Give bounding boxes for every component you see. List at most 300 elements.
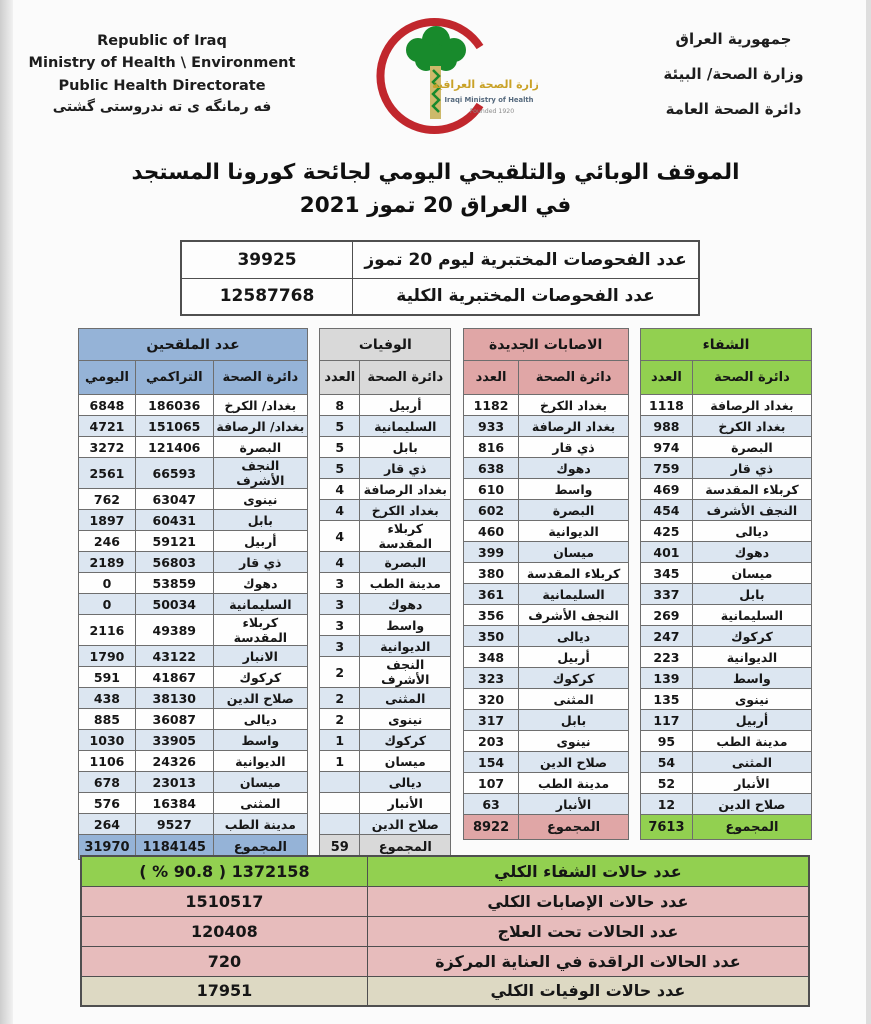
count-value: 1897 xyxy=(79,510,136,531)
table-row xyxy=(320,688,451,709)
new-infections-table xyxy=(463,328,629,840)
count-value: 317 xyxy=(463,710,519,731)
governorate-name: الديوانية xyxy=(360,636,451,657)
column-header-cumulative: التراكمي xyxy=(135,361,213,395)
count-value: 2 xyxy=(320,688,360,709)
table-row xyxy=(641,584,812,605)
header-arabic-line2: وزارة الصحة/ البيئة xyxy=(663,65,804,83)
governorate-name: النجف الأشرف xyxy=(213,458,307,489)
table-row xyxy=(641,668,812,689)
table-row xyxy=(320,479,451,500)
table-row xyxy=(463,752,628,773)
count-value: 576 xyxy=(79,793,136,814)
count-value: 247 xyxy=(641,626,693,647)
column-header-department: دائرة الصحة xyxy=(360,361,451,395)
count-value: 380 xyxy=(463,563,519,584)
table-row xyxy=(463,668,628,689)
table-row xyxy=(320,573,451,594)
table-row xyxy=(463,605,628,626)
table-row xyxy=(641,542,812,563)
governorate-name: نينوى xyxy=(213,489,307,510)
count-value: 361 xyxy=(463,584,519,605)
governorate-name: صلاح الدين xyxy=(213,688,307,709)
count-value: 3 xyxy=(320,573,360,594)
count-value: 2116 xyxy=(79,615,136,646)
count-value: 4 xyxy=(320,521,360,552)
governorate-name: مدينة الطب xyxy=(519,773,628,794)
governorate-name: ذي قار xyxy=(213,552,307,573)
count-value: 121406 xyxy=(135,437,213,458)
count-value: 345 xyxy=(641,563,693,584)
governorate-name: كركوك xyxy=(519,668,628,689)
governorate-name: دهوك xyxy=(692,542,811,563)
governorate-name: بغداد الكرخ xyxy=(692,416,811,437)
governorate-name: بابل xyxy=(519,710,628,731)
governorate-name: ديالى xyxy=(360,772,451,793)
header-english-line1: Republic of Iraq xyxy=(97,33,227,49)
summary-label: عدد الحالات الراقدة في العناية المركزة xyxy=(367,946,809,976)
count-value: 269 xyxy=(641,605,693,626)
table-row xyxy=(79,531,308,552)
recovery-table xyxy=(640,328,812,840)
count-value: 151065 xyxy=(135,416,213,437)
count-value: 16384 xyxy=(135,793,213,814)
governorate-name: صلاح الدين xyxy=(692,794,811,815)
count-value: 52 xyxy=(641,773,693,794)
table-row xyxy=(79,751,308,772)
governorate-name: بغداد الكرخ xyxy=(360,500,451,521)
header-arabic xyxy=(626,30,841,135)
column-header-count: العدد xyxy=(463,361,519,395)
vaccinated-table xyxy=(78,328,308,860)
governorate-name: البصرة xyxy=(360,552,451,573)
governorate-name: الأنبار xyxy=(519,794,628,815)
table-row xyxy=(463,361,628,395)
table-row xyxy=(79,329,308,361)
count-value xyxy=(320,814,360,835)
table-row xyxy=(641,689,812,710)
governorate-name: البصرة xyxy=(519,500,628,521)
count-value: 117 xyxy=(641,710,693,731)
count-value: 2 xyxy=(320,709,360,730)
count-value: 8 xyxy=(320,395,360,416)
deaths-table xyxy=(319,328,451,860)
governorate-name: ميسان xyxy=(519,542,628,563)
governorate-name: أربيل xyxy=(519,647,628,668)
table-row xyxy=(181,241,699,278)
table-row xyxy=(641,752,812,773)
count-value: 107 xyxy=(463,773,519,794)
count-value: 4 xyxy=(320,500,360,521)
table-row xyxy=(79,688,308,709)
table-row xyxy=(79,709,308,730)
summary-value: 120408 xyxy=(81,916,367,946)
count-value: 1030 xyxy=(79,730,136,751)
table-row xyxy=(463,542,628,563)
summary-value: 17951 xyxy=(81,976,367,1006)
summary-label: عدد حالات الوفيات الكلي xyxy=(367,976,809,1006)
count-value: 1 xyxy=(320,751,360,772)
count-value: 356 xyxy=(463,605,519,626)
count-value: 41867 xyxy=(135,667,213,688)
palm-tree-shape xyxy=(406,26,466,119)
governorate-name: كركوك xyxy=(692,626,811,647)
total-tests-label: عدد الفحوصات المختبرية الكلية xyxy=(353,278,699,315)
table-row xyxy=(641,563,812,584)
count-value: 54 xyxy=(641,752,693,773)
table-row xyxy=(463,731,628,752)
table-row xyxy=(79,510,308,531)
table-row xyxy=(320,814,451,835)
table-row xyxy=(79,730,308,751)
governorate-name: دهوك xyxy=(519,458,628,479)
governorate-name: الديوانية xyxy=(692,647,811,668)
table-row xyxy=(79,646,308,667)
count-value: 59121 xyxy=(135,531,213,552)
governorate-name: بغداد الرصافة xyxy=(360,479,451,500)
count-value: 43122 xyxy=(135,646,213,667)
table-row xyxy=(463,479,628,500)
governorate-name: نينوى xyxy=(519,731,628,752)
governorate-name: أربيل xyxy=(360,395,451,416)
governorate-name: المثنى xyxy=(519,689,628,710)
governorate-name: المثنى xyxy=(692,752,811,773)
deaths-table-title: الوفيات xyxy=(320,329,451,361)
governorate-name: نينوى xyxy=(360,709,451,730)
total-value: 8922 xyxy=(463,815,519,840)
table-row xyxy=(320,594,451,615)
table-row xyxy=(641,710,812,731)
logo-founded-text: Founded 1920 xyxy=(469,108,515,115)
governorate-name: ميسان xyxy=(360,751,451,772)
governorate-name: ميسان xyxy=(692,563,811,584)
governorate-name: كربلاء المقدسة xyxy=(213,615,307,646)
count-value: 438 xyxy=(79,688,136,709)
table-row xyxy=(463,647,628,668)
table-row xyxy=(641,731,812,752)
count-value: 139 xyxy=(641,668,693,689)
total-label: المجموع xyxy=(519,815,628,840)
infections-table-title: الاصابات الجديدة xyxy=(463,329,628,361)
count-value: 2561 xyxy=(79,458,136,489)
crescent-palm-logo-icon xyxy=(358,14,538,146)
governorate-name: الديوانية xyxy=(519,521,628,542)
count-value: 4721 xyxy=(79,416,136,437)
governorate-name: دهوك xyxy=(213,573,307,594)
table-row xyxy=(641,458,812,479)
count-value: 56803 xyxy=(135,552,213,573)
total-value: 7613 xyxy=(641,815,693,840)
count-value: 320 xyxy=(463,689,519,710)
table-row xyxy=(81,916,809,946)
summary-value: 720 xyxy=(81,946,367,976)
page-edge-left xyxy=(0,0,13,1024)
count-value: 33905 xyxy=(135,730,213,751)
governorate-name: ديالى xyxy=(213,709,307,730)
governorate-name: صلاح الدين xyxy=(360,814,451,835)
count-value: 264 xyxy=(79,814,136,835)
table-row xyxy=(320,793,451,814)
logo-english-text: Iraqi Ministry of Health xyxy=(444,96,534,104)
table-row xyxy=(79,361,308,395)
count-value: 816 xyxy=(463,437,519,458)
count-value: 602 xyxy=(463,500,519,521)
governorate-name: مدينة الطب xyxy=(692,731,811,752)
count-value: 5 xyxy=(320,416,360,437)
governorate-name: بغداد الرصافة xyxy=(519,416,628,437)
table-row xyxy=(320,730,451,751)
governorate-name: كركوك xyxy=(213,667,307,688)
table-row xyxy=(641,361,812,395)
table-row xyxy=(463,773,628,794)
count-value: 610 xyxy=(463,479,519,500)
governorate-name: بابل xyxy=(213,510,307,531)
table-row xyxy=(79,814,308,835)
table-row xyxy=(81,856,809,886)
lab-tests-table xyxy=(180,240,700,316)
header-kurdish-line: فه رمانگه ی ته ندروستی گشتی xyxy=(52,99,272,116)
table-row xyxy=(463,794,628,815)
summary-value: 1372158 ( 90.8 % ) xyxy=(81,856,367,886)
count-value: 223 xyxy=(641,647,693,668)
governorate-name: واسط xyxy=(213,730,307,751)
count-value: 469 xyxy=(641,479,693,500)
governorate-name: بغداد/ الكرخ xyxy=(213,395,307,416)
governorate-name: ديالى xyxy=(692,521,811,542)
table-row xyxy=(320,437,451,458)
table-row xyxy=(320,615,451,636)
total-label: المجموع xyxy=(360,835,451,860)
governorate-name: أربيل xyxy=(692,710,811,731)
count-value: 0 xyxy=(79,573,136,594)
count-value: 246 xyxy=(79,531,136,552)
governorate-name: كربلاء المقدسة xyxy=(692,479,811,500)
table-row xyxy=(641,329,812,361)
table-row xyxy=(79,458,308,489)
count-value: 50034 xyxy=(135,594,213,615)
governorate-name: ميسان xyxy=(213,772,307,793)
count-value: 885 xyxy=(79,709,136,730)
governorate-name: مدينة الطب xyxy=(213,814,307,835)
count-value: 4 xyxy=(320,552,360,573)
count-value: 3 xyxy=(320,636,360,657)
governorate-name: الديوانية xyxy=(213,751,307,772)
governorate-name: بغداد الكرخ xyxy=(519,395,628,416)
count-value: 3 xyxy=(320,615,360,636)
count-value: 1 xyxy=(320,730,360,751)
count-value: 638 xyxy=(463,458,519,479)
table-row xyxy=(79,395,308,416)
governorate-name: بابل xyxy=(360,437,451,458)
summary-label: عدد حالات الشفاء الكلي xyxy=(367,856,809,886)
table-row xyxy=(79,489,308,510)
count-value: 4 xyxy=(320,479,360,500)
count-value: 53859 xyxy=(135,573,213,594)
count-value: 399 xyxy=(463,542,519,563)
total-daily-value: 31970 xyxy=(79,835,136,860)
table-row xyxy=(79,573,308,594)
governorate-name: المثنى xyxy=(213,793,307,814)
total-value: 59 xyxy=(320,835,360,860)
table-row xyxy=(79,667,308,688)
governorate-name: السليمانية xyxy=(213,594,307,615)
table-row xyxy=(320,395,451,416)
governorate-name: الأنبار xyxy=(692,773,811,794)
table-row xyxy=(320,329,451,361)
count-value: 591 xyxy=(79,667,136,688)
table-row xyxy=(463,521,628,542)
count-value: 24326 xyxy=(135,751,213,772)
count-value: 0 xyxy=(79,594,136,615)
governorate-name: بابل xyxy=(692,584,811,605)
count-value: 49389 xyxy=(135,615,213,646)
header-english xyxy=(28,30,296,119)
table-row xyxy=(463,329,628,361)
daily-tests-label: عدد الفحوصات المختبرية ليوم 20 تموز xyxy=(353,241,699,278)
table-row xyxy=(641,416,812,437)
governorate-name: دهوك xyxy=(360,594,451,615)
governorate-name: النجف الأشرف xyxy=(692,500,811,521)
page-title-line1: الموقف الوبائي والتلقيحي اليومي لجائحة كورونا المستجد xyxy=(131,160,740,185)
total-label: المجموع xyxy=(692,815,811,840)
table-row xyxy=(463,437,628,458)
table-row xyxy=(79,552,308,573)
logo-arabic-text: وزارة الصحة العراقية xyxy=(432,78,538,91)
table-row xyxy=(320,772,451,793)
table-row xyxy=(463,710,628,731)
page-title-line2: في العراق 20 تموز 2021 xyxy=(299,193,572,219)
summary-table xyxy=(80,855,810,1007)
count-value xyxy=(320,793,360,814)
count-value: 38130 xyxy=(135,688,213,709)
governorate-name: ديالى xyxy=(519,626,628,647)
table-row xyxy=(81,976,809,1006)
table-row xyxy=(320,657,451,688)
vaccinated-table-title: عدد الملقحين xyxy=(79,329,308,361)
governorate-name: المثنى xyxy=(360,688,451,709)
count-value: 3 xyxy=(320,594,360,615)
count-value: 762 xyxy=(79,489,136,510)
count-value: 63 xyxy=(463,794,519,815)
governorate-name: السليمانية xyxy=(692,605,811,626)
count-value: 135 xyxy=(641,689,693,710)
column-header-department: دائرة الصحة xyxy=(213,361,307,395)
table-row xyxy=(79,594,308,615)
table-row xyxy=(320,521,451,552)
governorate-name: أربيل xyxy=(213,531,307,552)
count-value: 2189 xyxy=(79,552,136,573)
governorate-name: صلاح الدين xyxy=(519,752,628,773)
count-value: 1106 xyxy=(79,751,136,772)
count-value: 186036 xyxy=(135,395,213,416)
count-value: 350 xyxy=(463,626,519,647)
table-row xyxy=(641,773,812,794)
governorate-name: بغداد/ الرصافة xyxy=(213,416,307,437)
governorate-name: السليمانية xyxy=(519,584,628,605)
table-row xyxy=(79,437,308,458)
table-row xyxy=(79,793,308,814)
count-value: 9527 xyxy=(135,814,213,835)
count-value: 460 xyxy=(463,521,519,542)
count-value: 203 xyxy=(463,731,519,752)
table-row xyxy=(79,615,308,646)
table-row xyxy=(641,395,812,416)
table-row xyxy=(81,886,809,916)
table-row xyxy=(641,794,812,815)
count-value: 678 xyxy=(79,772,136,793)
governorate-name: الأنبار xyxy=(360,793,451,814)
count-value: 425 xyxy=(641,521,693,542)
count-value: 933 xyxy=(463,416,519,437)
table-row xyxy=(463,563,628,584)
table-row xyxy=(463,689,628,710)
table-row xyxy=(641,479,812,500)
table-row xyxy=(320,751,451,772)
count-value: 66593 xyxy=(135,458,213,489)
table-row xyxy=(79,416,308,437)
governorate-name: واسط xyxy=(360,615,451,636)
governorate-name: كربلاء المقدسة xyxy=(519,563,628,584)
governorate-name: ذي قار xyxy=(692,458,811,479)
table-row xyxy=(463,815,628,840)
summary-value: 1510517 xyxy=(81,886,367,916)
table-row xyxy=(320,361,451,395)
governorate-name: النجف الأشرف xyxy=(519,605,628,626)
total-label: المجموع xyxy=(213,835,307,860)
ministry-of-health-logo xyxy=(358,14,538,146)
governorate-name: بغداد الرصافة xyxy=(692,395,811,416)
table-row xyxy=(641,521,812,542)
table-row xyxy=(181,278,699,315)
table-row xyxy=(79,772,308,793)
count-value: 323 xyxy=(463,668,519,689)
count-value: 12 xyxy=(641,794,693,815)
count-value: 974 xyxy=(641,437,693,458)
table-row xyxy=(320,416,451,437)
governorate-name: ذي قار xyxy=(360,458,451,479)
governorate-name: نينوى xyxy=(692,689,811,710)
table-row xyxy=(641,437,812,458)
governorate-name: ذي قار xyxy=(519,437,628,458)
daily-tests-value: 39925 xyxy=(181,241,353,278)
governorate-name: الانبار xyxy=(213,646,307,667)
summary-label: عدد حالات الإصابات الكلي xyxy=(367,886,809,916)
count-value: 759 xyxy=(641,458,693,479)
column-header-department: دائرة الصحة xyxy=(692,361,811,395)
count-value: 5 xyxy=(320,458,360,479)
count-value: 2 xyxy=(320,657,360,688)
table-row xyxy=(320,636,451,657)
count-value: 154 xyxy=(463,752,519,773)
table-row xyxy=(320,552,451,573)
count-value: 5 xyxy=(320,437,360,458)
table-row xyxy=(641,626,812,647)
count-value: 1790 xyxy=(79,646,136,667)
governorate-name: مدينة الطب xyxy=(360,573,451,594)
governorate-name: واسط xyxy=(692,668,811,689)
page-edge-right xyxy=(866,0,871,1024)
table-row xyxy=(641,647,812,668)
governorate-tables xyxy=(78,328,812,860)
count-value: 1182 xyxy=(463,395,519,416)
count-value xyxy=(320,772,360,793)
table-row xyxy=(463,626,628,647)
count-value: 401 xyxy=(641,542,693,563)
governorate-name: السليمانية xyxy=(360,416,451,437)
governorate-name: البصرة xyxy=(692,437,811,458)
page-title xyxy=(0,156,871,223)
count-value: 60431 xyxy=(135,510,213,531)
